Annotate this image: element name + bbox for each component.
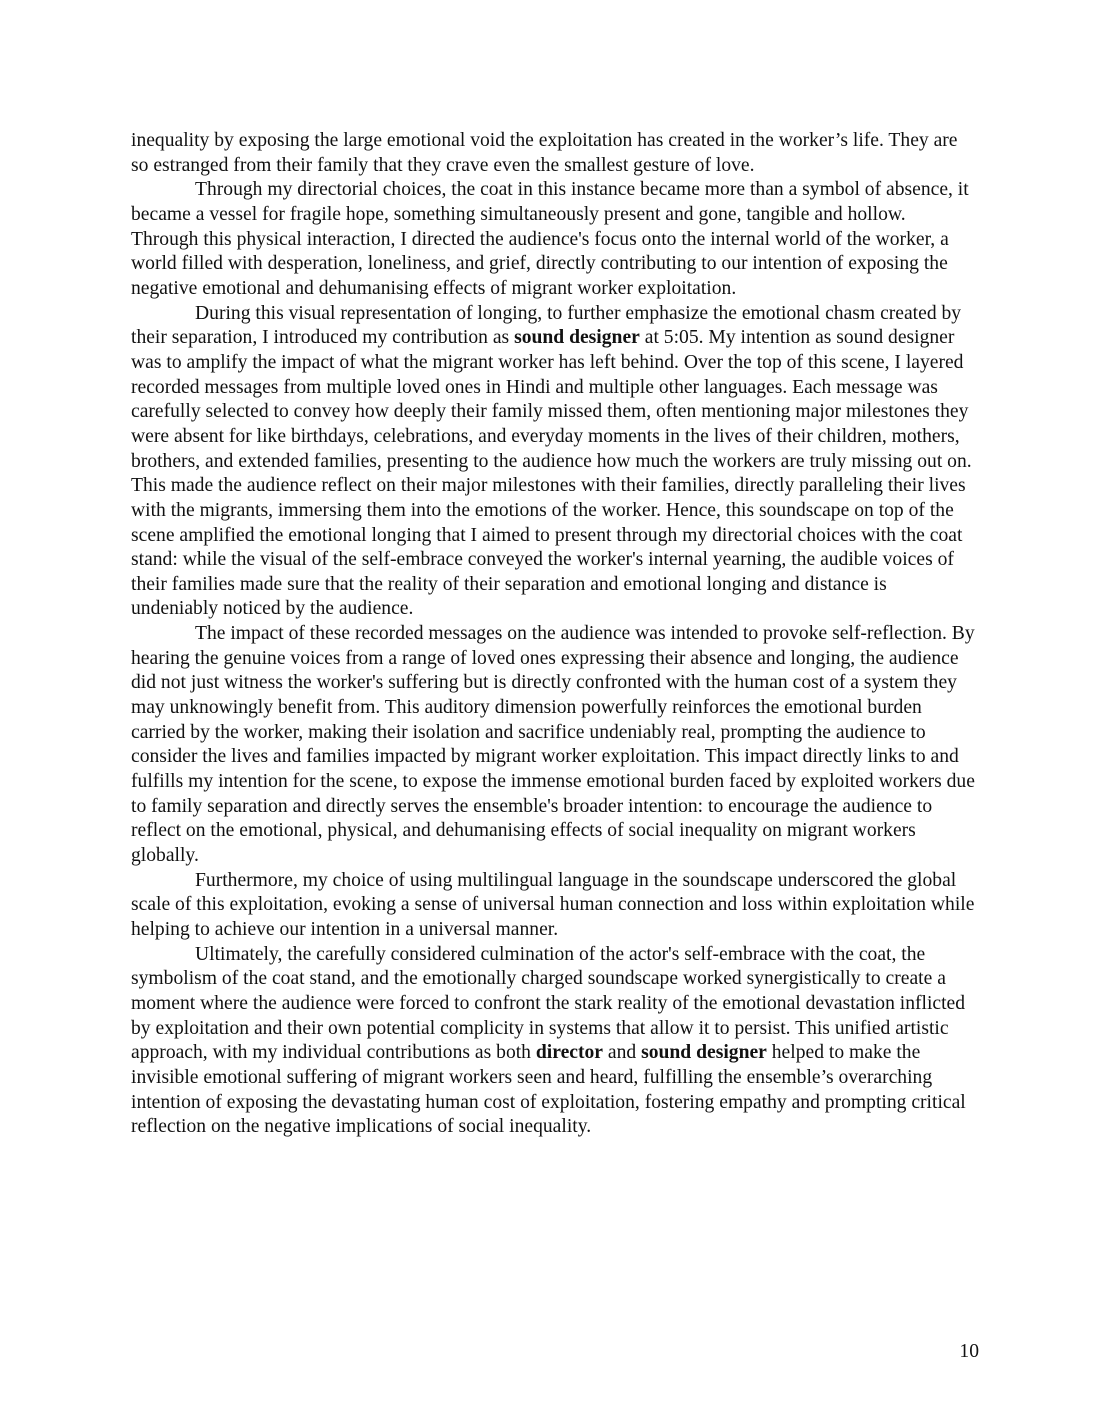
bold-term-sound-designer: sound designer — [641, 1042, 767, 1064]
document-body — [131, 129, 977, 1140]
page-number: 10 — [959, 1341, 979, 1362]
paragraph-text: Through my directorial choices, the coat in this instance became more than a symbol of absence, it became a vessel for fragile hope, something simultaneously present and gone, tangible and hollow. Through this physical interaction, I directed the audience's focus onto the internal world of the worker, a world filled with desperation, loneliness, and grief, directly contributing to our intention of exposing the negative emotional and dehumanising effects of migrant worker exploitation. — [131, 179, 969, 299]
bold-term-sound-designer: sound designer — [514, 327, 640, 349]
paragraph-text: During this visual representation of longing, to further emphasize the emotional chasm created by their separation, I introduced my contribution as — [131, 302, 962, 349]
paragraph-text: inequality by exposing the large emotional void the exploitation has created in the worker’s life. They are so estranged from their family that they crave even the smallest gesture of love. — [131, 130, 958, 176]
paragraph-text: at 5:05. My intention as sound designer was to amplify the impact of what the migrant worker has left behind. Over the top of this scene, I layered recorded messages from multiple loved ones in Hindi and multiple other languages. Each message was carefully selected to convey how deeply their family missed them, often mentioning major milestones they were absent for like birthdays, celebrations, and everyday moments in the lives of their children, mothers, brothers, and extended families, presenting to the audience how much the workers are truly missing out on. This made the audience reflect on their major milestones with their families, directly paralleling their lives with the migrants, immersing them into the emotions of the worker. Hence, this soundscape on top of the scene amplified the emotional longing that I aimed to present through my directorial choices with the coat stand: while the visual of the self-embrace conveyed the worker's internal yearning, the audible voices of their families made sure that the reality of their separation and emotional longing and distance is undeniably noticed by the audience. — [131, 327, 972, 620]
paragraph-text: and — [603, 1042, 642, 1064]
paragraph-sound-designer — [131, 302, 977, 623]
paragraph-conclusion — [131, 943, 977, 1140]
paragraph-multilingual — [131, 869, 977, 943]
paragraph-text: Ultimately, the carefully considered culmination of the actor's self-embrace with the coat, the symbolism of the coat stand, and the emotionally charged soundscape worked synergistically to create a moment where the audience were forced to confront the stark reality of the emotional devastation inflicted by exploitation and their own potential complicity in systems that allow it to persist. This unified artistic approach, with my individual contributions as both — [131, 943, 966, 1064]
paragraph-text: helped to make the invisible emotional suffering of migrant workers seen and heard, fulfilling the ensemble’s overarching intention of exposing the devastating human cost of exploitation, fostering empathy and prompting critical reflection on the negative implications of social inequality. — [131, 1042, 966, 1138]
paragraph-text: Furthermore, my choice of using multilingual language in the soundscape underscored the global scale of this exploitation, evoking a sense of universal human connection and loss within exploitation while helping to achieve our intention in a universal manner. — [131, 869, 975, 940]
bold-term-director: director — [535, 1042, 603, 1064]
paragraph-impact — [131, 622, 977, 869]
paragraph-text: The impact of these recorded messages on the audience was intended to provoke self-reflection. By hearing the genuine voices from a range of loved ones expressing their absence and longing, the audience did not just witness the worker's suffering but is directly confronted with the human cost of a system they may unknowingly benefit from. This auditory dimension powerfully reinforces the emotional burden carried by the worker, making their isolation and sacrifice undeniably real, prompting the audience to consider the lives and families impacted by migrant worker exploitation. This impact directly links to and fulfills my intention for the scene, to expose the immense emotional burden faced by exploited workers due to family separation and directly serves the ensemble's broader intention: to encourage the audience to reflect on the emotional, physical, and dehumanising effects of social inequality on migrant workers globally. — [131, 623, 975, 867]
paragraph-continuation — [131, 129, 977, 178]
paragraph-directorial-choices — [131, 178, 977, 301]
